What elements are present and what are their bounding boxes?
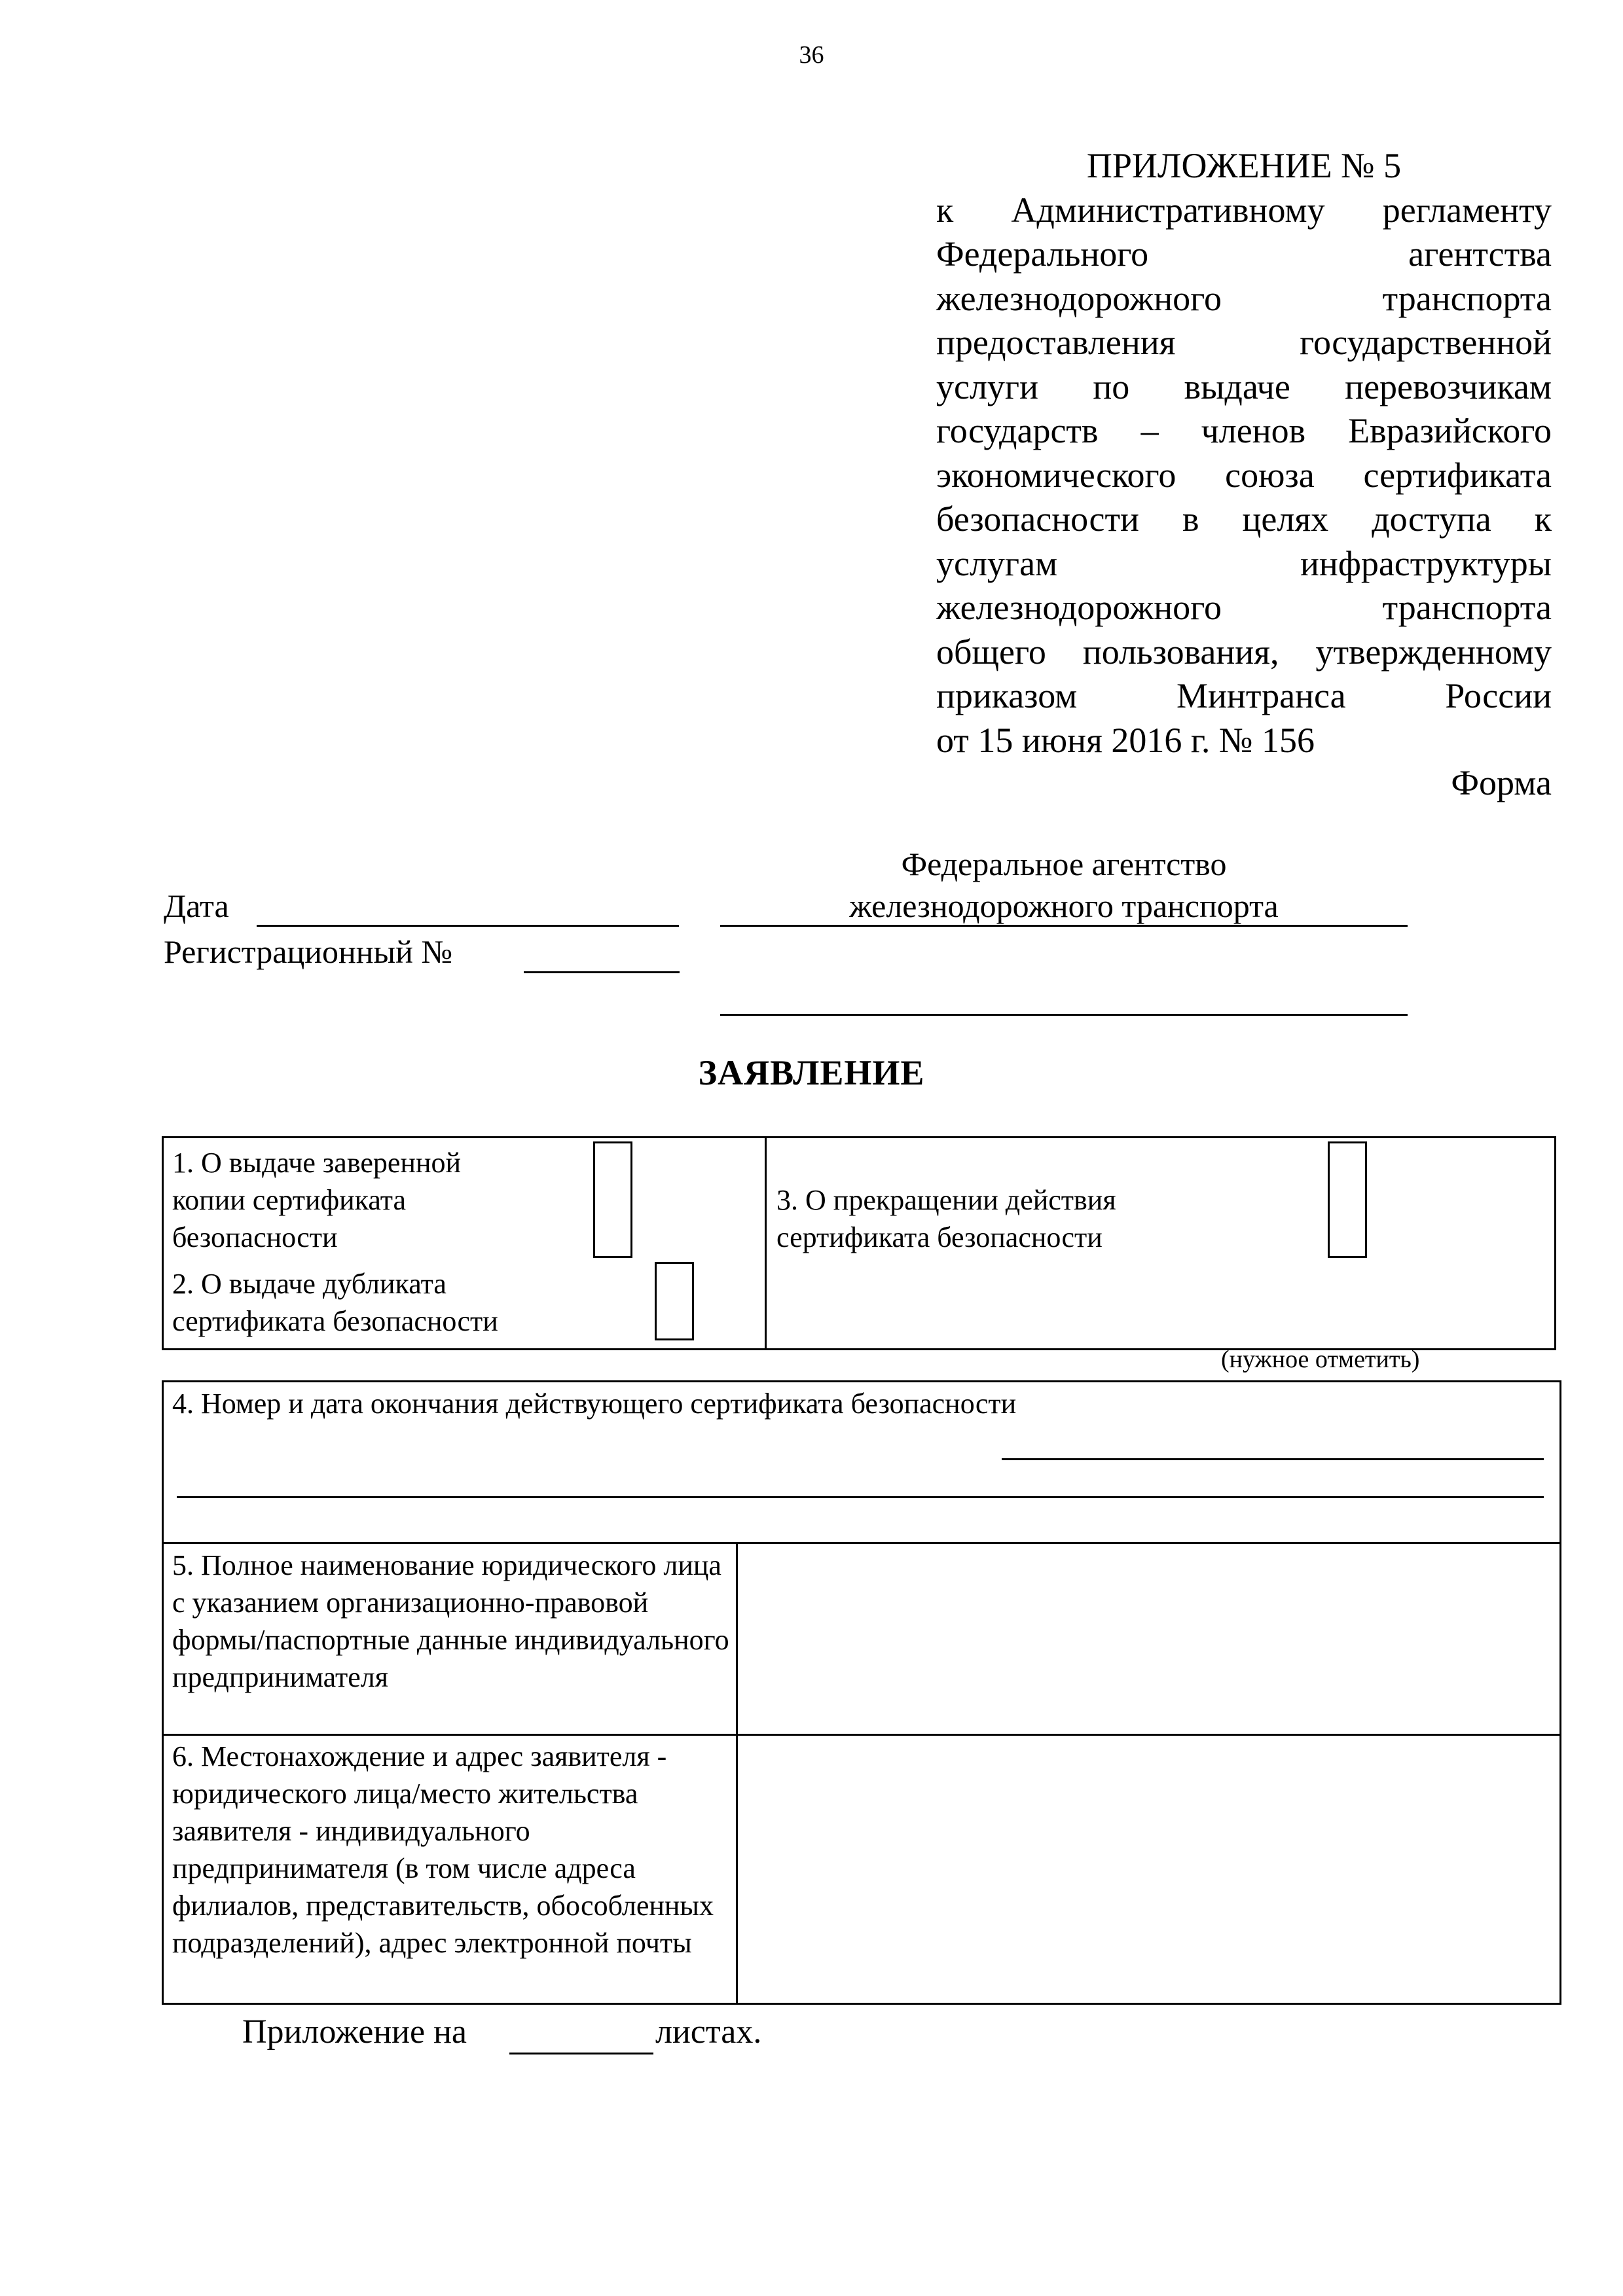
appendix-line: предоставления государственной (936, 323, 1552, 362)
document-title: ЗАЯВЛЕНИЕ (698, 1053, 925, 1092)
date-label: Дата (164, 888, 229, 924)
appendix-line: экономического союза сертификата (936, 455, 1552, 495)
appendix-title: ПРИЛОЖЕНИЕ № 5 (1086, 146, 1402, 185)
appendix-line: услугам инфраструктуры (936, 543, 1552, 583)
option-3-label: 3. О прекращении действия сертификата безопасности (776, 1184, 1116, 1253)
agency-name (720, 843, 1408, 927)
option-2-checkbox[interactable] (655, 1262, 694, 1340)
attachment-line (242, 2013, 761, 2051)
field-5-input[interactable] (740, 1546, 1558, 1732)
option-3-checkbox[interactable] (1328, 1141, 1367, 1258)
attachment-prefix: Приложение на (242, 2013, 467, 2051)
registration-number-field[interactable] (524, 971, 680, 973)
registration-number-label: Регистрационный № (164, 933, 453, 970)
field-6-label: 6. Местонахождение и адрес заявителя - юридического лица/место жительства заявителя - индивидуального предпринимателя (в том числе адреса филиалов, представительств, обособленных подразделений), адрес электронной почты (172, 1740, 714, 1959)
appendix-block (936, 144, 1552, 762)
form-label: Форма (1451, 763, 1552, 802)
appendix-line: приказом Минтранса России (936, 676, 1552, 715)
selection-note: (нужное отметить) (1221, 1346, 1420, 1373)
appendix-line: железнодорожного транспорта (936, 588, 1552, 627)
field-5-label: 5. Полное наименование юридического лица с указанием организационно-правовой формы/паспортные данные индивидуального предпринимателя (172, 1549, 729, 1693)
date-field[interactable] (257, 925, 679, 927)
appendix-line: безопасности в целях доступа к (936, 499, 1552, 539)
appendix-line: государств – членов Евразийского (936, 411, 1552, 450)
field-4-date-line[interactable] (177, 1496, 1544, 1498)
appendix-last-line: от 15 июня 2016 г. № 156 (936, 720, 1315, 760)
attachment-suffix: листах. (655, 2013, 762, 2051)
field-4-label: 4. Номер и дата окончания действующего сертификата безопасности (172, 1388, 1017, 1420)
field-6-input[interactable] (740, 1738, 1558, 2002)
appendix-line: железнодорожного транспорта (936, 278, 1552, 318)
field-4-number-line[interactable] (1002, 1458, 1544, 1460)
agency-line-2: железнодорожного транспорта (849, 888, 1279, 924)
agency-blank-line[interactable] (720, 1014, 1408, 1016)
agency-line-1: Федеральное агентство (901, 846, 1227, 882)
attachment-pages-field[interactable] (509, 2053, 653, 2054)
appendix-line: общего пользования, утвержденному (936, 632, 1552, 672)
options-divider (765, 1136, 767, 1350)
agency-underline (720, 925, 1408, 927)
appendix-line: Федерального агентства (936, 234, 1552, 274)
fields-divider (736, 1542, 738, 2005)
option-1-label: 1. О выдаче заверенной копии сертификата безопасности (172, 1147, 462, 1253)
option-1-checkbox[interactable] (593, 1141, 632, 1258)
appendix-line: услуги по выдаче перевозчикам (936, 367, 1552, 406)
fields-row-divider (162, 1734, 1561, 1736)
page-number: 36 (799, 41, 824, 69)
appendix-line: к Административному регламенту (936, 190, 1552, 230)
option-2-label: 2. О выдаче дубликата сертификата безопасности (172, 1268, 498, 1337)
